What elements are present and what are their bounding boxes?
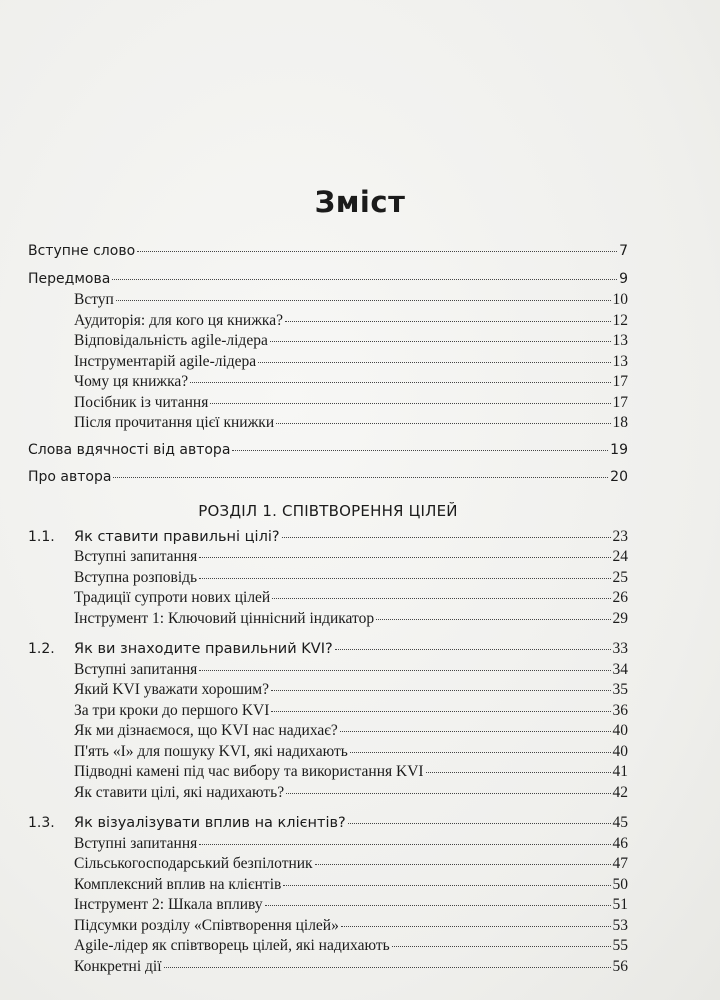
toc-entry-title: Вступ (74, 291, 114, 308)
table-of-contents (28, 243, 628, 978)
chapter-number: 1.2. (28, 641, 55, 657)
dot-leader (199, 578, 610, 579)
toc-entry (28, 722, 628, 743)
toc-entry (28, 743, 628, 764)
toc-entry (28, 373, 628, 394)
dot-leader (113, 477, 608, 478)
toc-entry (28, 469, 628, 490)
toc-entry-title: Підводні камені під час вибору та використання KVI (74, 763, 424, 780)
dot-leader (199, 557, 610, 558)
dot-leader (392, 946, 611, 947)
toc-entry-title: Вступні запитання (74, 548, 198, 565)
toc-entry-title: Передмова (28, 270, 111, 287)
toc-page-number: 36 (612, 701, 628, 719)
dot-leader (286, 793, 610, 794)
toc-entry (28, 896, 628, 917)
dot-leader (426, 772, 611, 773)
chapter-number: 1.1. (28, 528, 55, 545)
toc-entry (28, 332, 628, 353)
toc-entry-title: Сільськогосподарський безпілотник (74, 855, 313, 872)
toc-page-number: 42 (612, 783, 628, 801)
toc-entry-title: Інструмент 2: Шкала впливу (74, 896, 263, 913)
toc-entry (28, 610, 628, 631)
dot-leader (270, 341, 611, 342)
toc-page-number: 9 (619, 270, 628, 287)
dot-leader (348, 823, 611, 824)
toc-page-number: 17 (612, 373, 628, 390)
toc-entry-title: Як ми дізнаємося, що KVI нас надихає? (74, 722, 338, 739)
toc-entry (28, 353, 628, 374)
toc-entry-title: Інструмент 1: Ключовий ціннісний індикатор (74, 609, 375, 627)
toc-entry-title: Як ви знаходите правильний KVI? (74, 641, 333, 657)
toc-entry-title: Посібник із читання (74, 393, 209, 411)
toc-entry (28, 917, 628, 938)
toc-page-number: 19 (610, 441, 628, 458)
dot-leader (335, 649, 611, 650)
toc-page-number: 53 (612, 916, 628, 934)
toc-page-number: 10 (612, 291, 628, 308)
dot-leader (272, 598, 610, 599)
toc-page-number: 29 (612, 609, 628, 627)
dot-leader (199, 670, 610, 671)
toc-entry (28, 702, 628, 723)
toc-page-number: 46 (612, 834, 628, 852)
toc-entry (28, 958, 628, 979)
dot-leader (285, 321, 611, 322)
toc-entry-title: Який KVI уважати хорошим? (74, 681, 269, 698)
dot-leader (164, 967, 611, 968)
toc-page-number: 56 (612, 957, 628, 975)
toc-entry (28, 291, 628, 312)
toc-entry-title: Чому ця книжка? (74, 373, 189, 390)
toc-entry-title: Вступна розповідь (74, 568, 198, 586)
dot-leader (199, 844, 610, 845)
dot-leader (258, 362, 610, 363)
toc-entry (28, 661, 628, 682)
toc-entry-title: Як ставити правильні цілі? (74, 528, 280, 545)
toc-page-number: 45 (612, 814, 628, 831)
toc-entry-title: Agile-лідер як співтворець цілей, які надихають (74, 937, 390, 954)
toc-page-number: 23 (612, 527, 628, 545)
toc-entry (28, 640, 628, 661)
dot-leader (315, 864, 611, 865)
toc-page-number: 24 (612, 548, 628, 565)
toc-entry-title: Як візуалізувати вплив на клієнтів? (74, 815, 346, 831)
toc-entry-title: Конкретні дії (74, 957, 162, 975)
page-title: Зміст (314, 185, 406, 219)
dot-leader (341, 926, 611, 927)
toc-entry (28, 855, 628, 876)
toc-page-number: 47 (612, 855, 628, 872)
dot-leader (282, 537, 611, 538)
toc-entry (28, 589, 628, 610)
toc-page-number: 40 (612, 742, 628, 760)
toc-page-number: 18 (612, 414, 628, 431)
dot-leader (376, 619, 610, 620)
toc-page-number: 13 (612, 352, 628, 370)
toc-page-number: 40 (612, 722, 628, 739)
toc-entry (28, 312, 628, 333)
dot-leader (232, 450, 608, 451)
toc-entry-title: Традиції супроти нових цілей (74, 589, 271, 606)
toc-entry (28, 528, 628, 549)
toc-page-number: 13 (612, 332, 628, 349)
toc-entry (28, 763, 628, 784)
toc-entry-title: Вступні запитання (74, 660, 198, 678)
dot-leader (271, 690, 611, 691)
toc-page-number: 51 (612, 896, 628, 913)
dot-leader (112, 279, 617, 280)
dot-leader (283, 885, 610, 886)
toc-entry-title: Вступні запитання (74, 834, 198, 852)
toc-entry (28, 548, 628, 569)
toc-page-number: 34 (612, 660, 628, 678)
toc-page-number: 25 (612, 568, 628, 586)
toc-entry-title: Вступне слово (28, 243, 136, 259)
toc-entry (28, 937, 628, 958)
dot-leader (276, 423, 610, 424)
dot-leader (271, 711, 610, 712)
toc-page-number: 55 (612, 937, 628, 954)
toc-entry (28, 442, 628, 463)
toc-entry-title: Комплексний вплив на клієнтів (74, 875, 282, 893)
toc-entry-title: Як ставити цілі, які надихають? (74, 783, 285, 801)
toc-entry (28, 243, 628, 264)
toc-entry (28, 414, 628, 435)
toc-page-number: 33 (612, 640, 628, 657)
toc-entry-title: Аудиторія: для кого ця книжка? (74, 311, 283, 329)
chapter-number: 1.3. (28, 815, 55, 831)
toc-entry-title: Про автора (28, 469, 112, 485)
toc-page-number: 41 (612, 763, 628, 780)
dot-leader (137, 251, 617, 252)
toc-entry (28, 814, 628, 835)
toc-entry (28, 835, 628, 856)
toc-entry-title: Інструментарій agile-лідера (74, 352, 257, 370)
toc-entry-title: Після прочитання цієї книжки (74, 414, 275, 431)
toc-page-number: 26 (612, 589, 628, 606)
toc-entry (28, 569, 628, 590)
toc-page-number: 35 (612, 681, 628, 698)
toc-entry (28, 271, 628, 292)
toc-entry-title: Слова вдячності від автора (28, 441, 231, 458)
toc-page-number: 12 (612, 311, 628, 329)
toc-page-number: 17 (612, 393, 628, 411)
toc-entry-title: За три кроки до першого KVI (74, 701, 270, 719)
dot-leader (340, 731, 611, 732)
dot-leader (350, 752, 611, 753)
toc-entry-title: П'ять «І» для пошуку KVI, які надихають (74, 742, 348, 760)
toc-page-number: 7 (619, 243, 628, 259)
dot-leader (265, 905, 611, 906)
toc-entry (28, 681, 628, 702)
dot-leader (116, 300, 611, 301)
toc-page-number: 20 (610, 469, 628, 485)
dot-leader (190, 382, 610, 383)
toc-page-number: 50 (612, 875, 628, 893)
dot-leader (210, 403, 610, 404)
toc-entry (28, 784, 628, 805)
toc-entry (28, 394, 628, 415)
toc-entry (28, 876, 628, 897)
toc-entry-title: Відповідальність agile-лідера (74, 332, 268, 349)
toc-entry-title: Підсумки розділу «Співтворення цілей» (74, 916, 339, 934)
section-heading: РОЗДІЛ 1. СПІВТВОРЕННЯ ЦІЛЕЙ (198, 501, 458, 520)
